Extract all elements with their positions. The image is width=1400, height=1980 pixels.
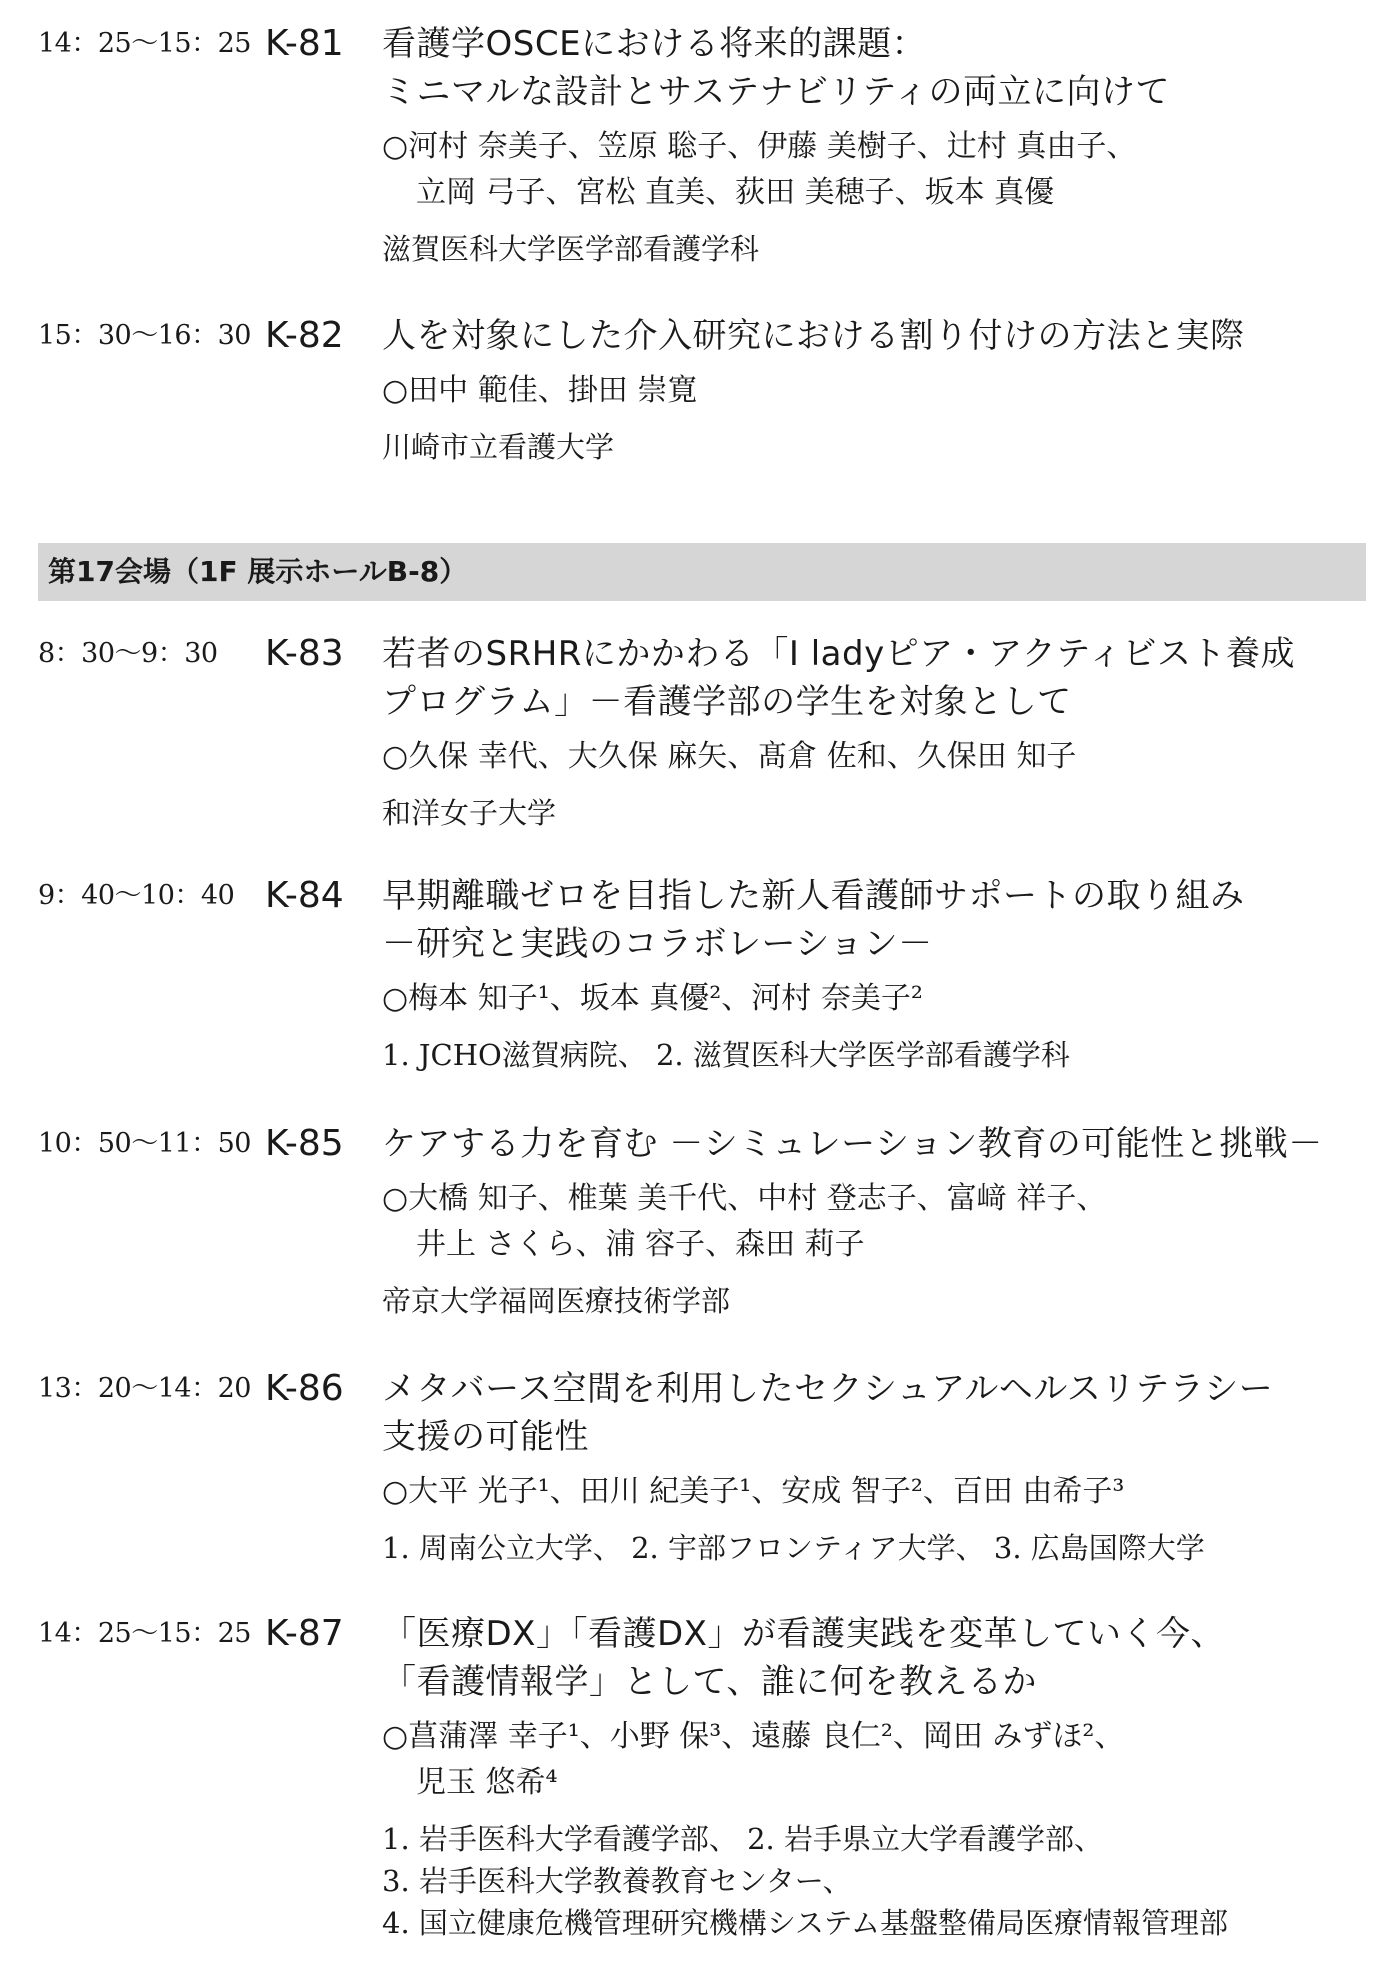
author-line: ○河村 奈美子、笠原 聡子、伊藤 美樹子、辻村 真由子、 xyxy=(382,129,1137,164)
session-code: K-82 xyxy=(265,315,344,356)
author-line: ○大橋 知子、椎葉 美千代、中村 登志子、富﨑 祥子、 xyxy=(382,1181,1107,1216)
author-line: ○菖蒲澤 幸子¹、小野 保³、遠藤 良仁²、岡田 みずほ²、 xyxy=(382,1719,1125,1754)
session-time: 13：20～14：20 xyxy=(38,1373,251,1404)
session-title-line: 「看護情報学」として、誰に何を教えるか xyxy=(382,1662,1037,1702)
affiliation-line: 滋賀医科大学医学部看護学科 xyxy=(382,232,760,266)
session-code: K-84 xyxy=(265,875,344,916)
session-title-line: 人を対象にした介入研究における割り付けの方法と実際 xyxy=(382,316,1245,356)
session-title-line: －研究と実践のコラボレーション－ xyxy=(382,924,933,964)
affiliation-line: 1. 岩手医科大学看護学部、 2. 岩手県立大学看護学部、 xyxy=(382,1822,1103,1856)
session-title-line: ケアする力を育む －シミュレーション教育の可能性と挑戦－ xyxy=(382,1124,1323,1164)
affiliation-line: 4. 国立健康危機管理研究機構システム基盤整備局医療情報管理部 xyxy=(382,1906,1228,1940)
session-time: 14：25～15：25 xyxy=(38,28,251,59)
session-title-line: 支援の可能性 xyxy=(382,1417,589,1457)
affiliation-line: 帝京大学福岡医療技術学部 xyxy=(382,1284,731,1318)
author-line: ○梅本 知子¹、坂本 真優²、河村 奈美子² xyxy=(382,981,923,1016)
session-title-line: 「医療DX」「看護DX」が看護実践を変革していく今、 xyxy=(382,1614,1225,1654)
session-code: K-83 xyxy=(265,633,344,674)
author-line: 井上 さくら、浦 容子、森田 莉子 xyxy=(416,1227,865,1262)
affiliation-line: 1. JCHO滋賀病院、 2. 滋賀医科大学医学部看護学科 xyxy=(382,1038,1070,1072)
affiliation-line: 川崎市立看護大学 xyxy=(382,430,615,464)
venue-header-bar xyxy=(38,543,1366,601)
author-line: ○田中 範佳、掛田 崇寛 xyxy=(382,373,698,408)
session-time: 9：40～10：40 xyxy=(38,880,235,911)
session-title-line: プログラム」－看護学部の学生を対象として xyxy=(382,682,1072,722)
author-line: ○久保 幸代、大久保 麻矢、髙倉 佐和、久保田 知子 xyxy=(382,739,1077,774)
author-line: 立岡 弓子、宮松 直美、荻田 美穂子、坂本 真優 xyxy=(416,175,1055,210)
author-line: 児玉 悠希⁴ xyxy=(416,1765,558,1800)
session-code: K-85 xyxy=(265,1123,344,1164)
session-title-line: メタバース空間を利用したセクシュアルヘルスリテラシー xyxy=(382,1369,1274,1409)
session-code: K-86 xyxy=(265,1368,344,1409)
session-title-line: ミニマルな設計とサステナビリティの両立に向けて xyxy=(382,72,1171,112)
session-time: 8：30～9：30 xyxy=(38,638,218,669)
session-title-line: 若者のSRHRにかかわる「I ladyピア・アクティビスト養成 xyxy=(382,634,1295,674)
session-time: 14：25～15：25 xyxy=(38,1618,251,1649)
session-time: 15：30～16：30 xyxy=(38,320,251,351)
author-line: ○大平 光子¹、田川 紀美子¹、安成 智子²、百田 由希子³ xyxy=(382,1474,1125,1509)
session-code: K-81 xyxy=(265,23,344,64)
session-title-line: 看護学OSCEにおける将来的課題： xyxy=(382,24,927,64)
affiliation-line: 3. 岩手医科大学教養教育センター、 xyxy=(382,1864,852,1898)
affiliation-line: 和洋女子大学 xyxy=(382,796,557,830)
session-title-line: 早期離職ゼロを目指した新人看護師サポートの取り組み xyxy=(382,876,1245,916)
affiliation-line: 1. 周南公立大学、 2. 宇部フロンティア大学、 3. 広島国際大学 xyxy=(382,1531,1205,1565)
venue-header: 第17会場（1F 展示ホールB-8） xyxy=(48,555,468,588)
session-time: 10：50～11：50 xyxy=(38,1128,251,1159)
session-code: K-87 xyxy=(265,1613,344,1654)
